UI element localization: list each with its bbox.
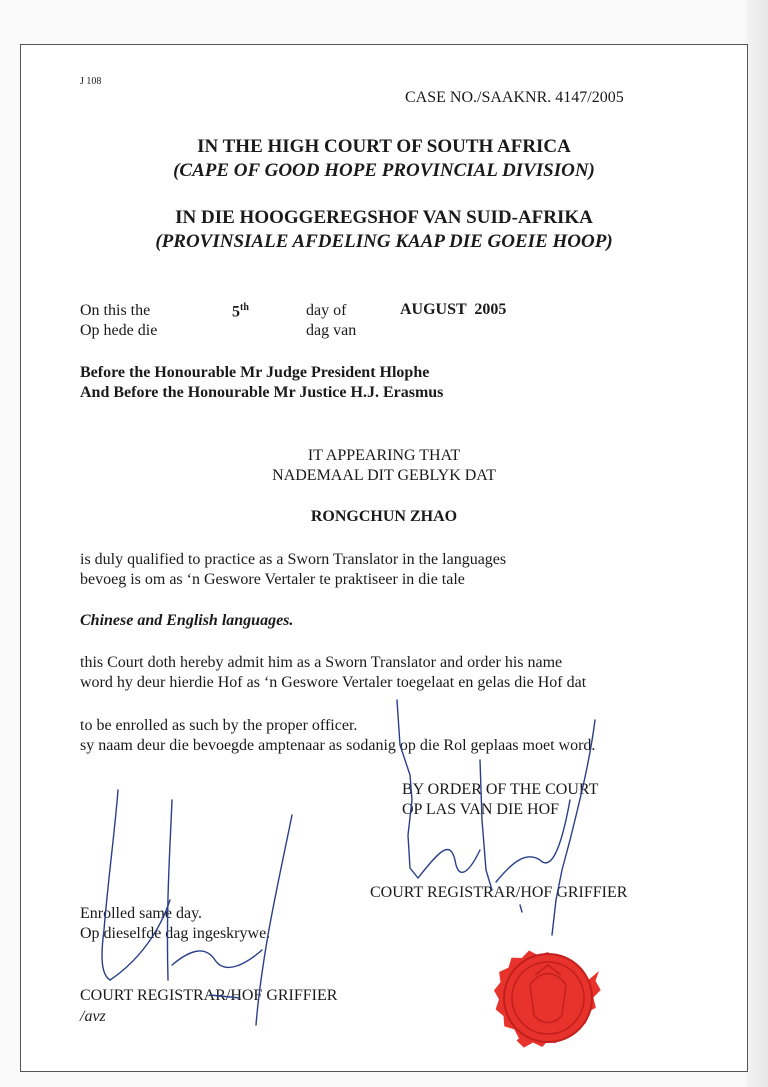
appearing-en: IT APPEARING THAT (307, 447, 461, 464)
qualified-en: is duly qualified to practice as a Sworn Translator in the languages (80, 551, 507, 568)
initials: /avz (80, 1008, 106, 1025)
dag-van-label: dag van (306, 322, 357, 339)
enrolled-day-af: Op dieselfde dag ingeskrywe. (80, 925, 271, 942)
month-year: AUGUST 2005 (400, 301, 507, 318)
order-en: BY ORDER OF THE COURT (402, 781, 599, 798)
day-of-label: day of (306, 302, 347, 319)
op-hede-die-label: Op hede die (80, 322, 158, 339)
languages: Chinese and English languages. (80, 612, 294, 629)
signature-right (397, 700, 595, 935)
judge-line-2: And Before the Honourable Mr Justice H.J. Erasmus (80, 384, 444, 401)
on-this-the-label: On this the (80, 302, 151, 319)
registrar-left: COURT REGISTRAR/HOF GRIFFIER (80, 987, 338, 1004)
court-division-en: (CAPE OF GOOD HOPE PROVINCIAL DIVISION) (173, 160, 595, 181)
signature-left (102, 790, 292, 1025)
registrar-right: COURT REGISTRAR/HOF GRIFFIER (370, 884, 628, 901)
court-title-af: IN DIE HOOGGEREGSHOF VAN SUID-AFRIKA (175, 207, 593, 228)
admit-af: word hy deur hierdie Hof as ‘n Geswore Vertaler toegelaat en gelas die Hof dat (80, 674, 587, 691)
admit-en: this Court doth hereby admit him as a Sworn Translator and order his name (80, 654, 563, 671)
day-value: 5th (232, 302, 249, 321)
enrolled-af: sy naam deur die bevoegde amptenaar as sodanig op die Rol geplaas moet word. (80, 737, 596, 754)
form-code: J 108 (80, 76, 102, 87)
order-af: OP LAS VAN DIE HOF (402, 801, 560, 818)
enrolled-day-en: Enrolled same day. (80, 905, 203, 922)
case-number: CASE NO./SAAKNR. 4147/2005 (405, 89, 624, 106)
translator-name: RONGCHUN ZHAO (310, 508, 458, 525)
appearing-af: NADEMAAL DIT GEBLYK DAT (272, 467, 496, 484)
court-title-en: IN THE HIGH COURT OF SOUTH AFRICA (197, 136, 571, 157)
official-seal (494, 951, 601, 1048)
court-division-af: (PROVINSIALE AFDELING KAAP DIE GOEIE HOOP) (155, 231, 613, 252)
enrolled-en: to be enrolled as such by the proper officer. (80, 717, 358, 734)
qualified-af: bevoeg is om as ‘n Geswore Vertaler te praktiseer in die tale (80, 571, 465, 588)
judge-line-1: Before the Honourable Mr Judge President Hlophe (80, 364, 430, 381)
